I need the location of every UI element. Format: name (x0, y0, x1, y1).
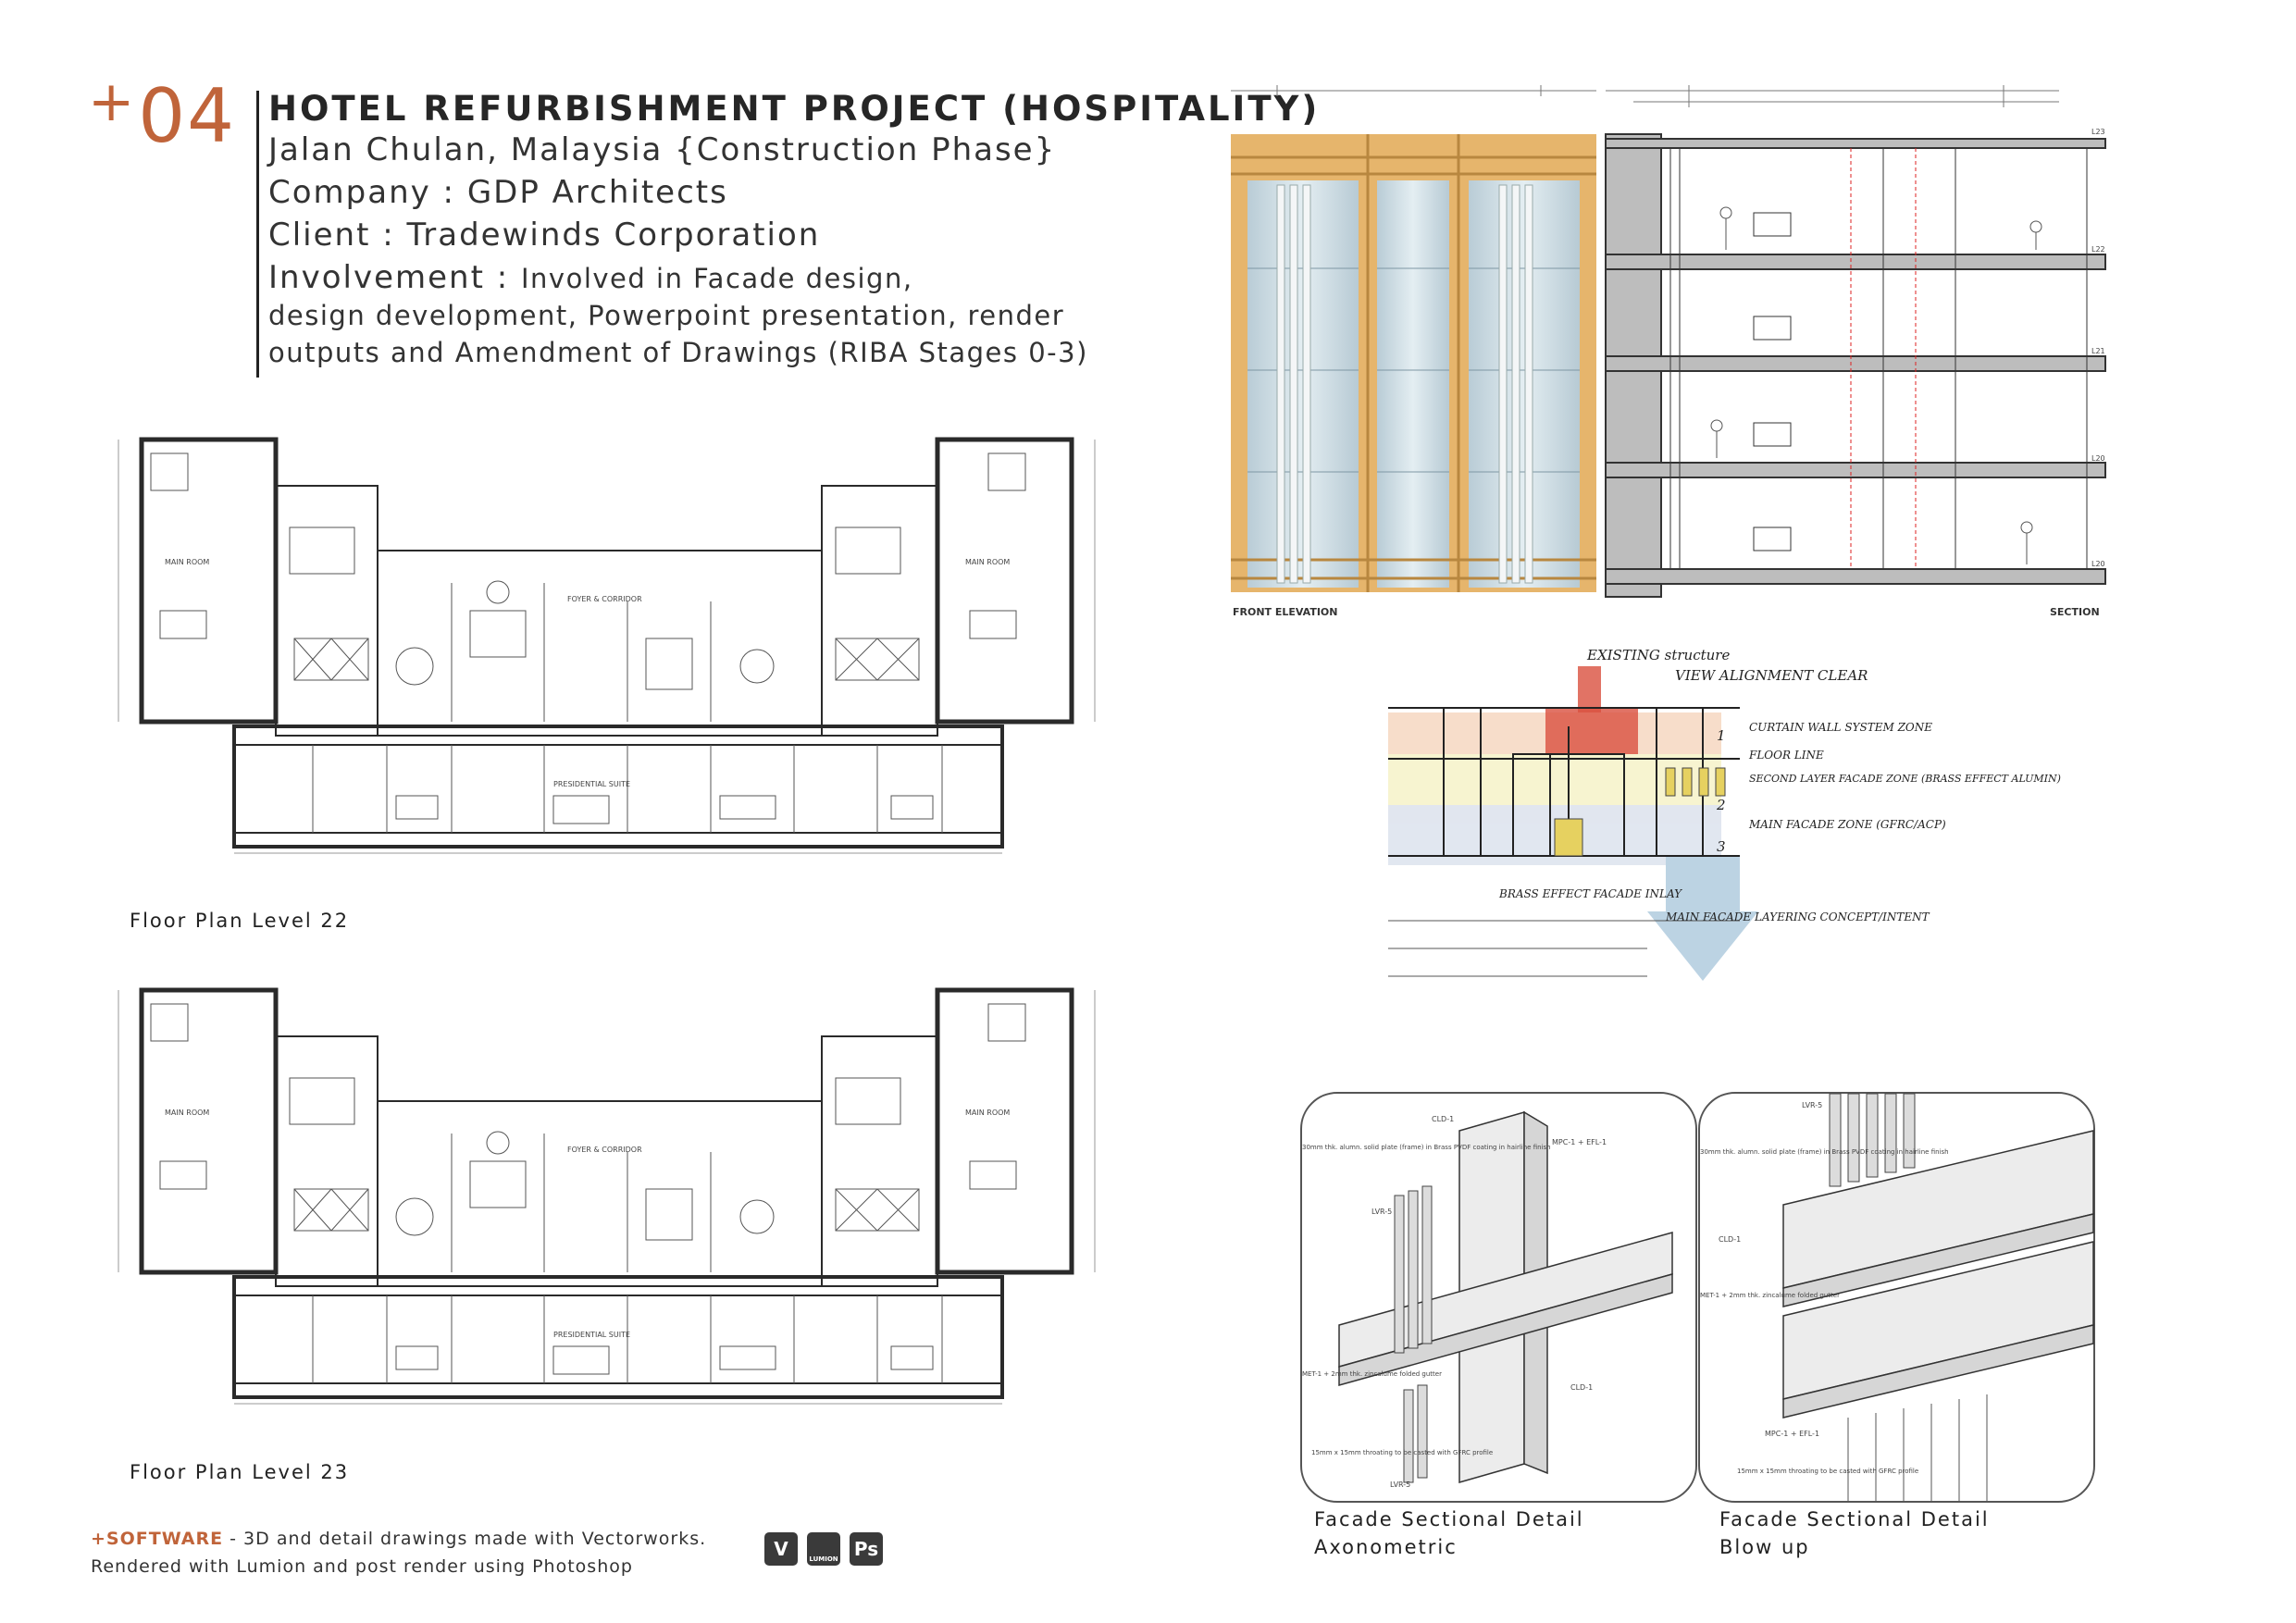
blowup-note-mpc: MPC-1 + EFL-1 (1765, 1430, 1820, 1438)
software-line-2: Rendered with Lumion and post render using Photoshop (91, 1556, 633, 1577)
header-divider (256, 91, 259, 378)
svg-text:MAIN ROOM: MAIN ROOM (965, 1109, 1011, 1117)
sketch-note-view: VIEW ALIGNMENT CLEAR (1675, 667, 1868, 684)
lumion-icon: LUMION (807, 1532, 840, 1566)
axonometric-detail-frame (1300, 1092, 1697, 1503)
svg-text:PRESIDENTIAL SUITE: PRESIDENTIAL SUITE (553, 780, 631, 788)
photoshop-icon: Ps (850, 1532, 883, 1566)
project-title: HOTEL REFURBISHMENT PROJECT (HOSPITALITY) (268, 89, 1321, 129)
software-note (91, 1525, 706, 1580)
project-location: Jalan Chulan, Malaysia {Construction Phase} (268, 131, 1057, 168)
axo-note-cld1: CLD-1 (1432, 1115, 1455, 1123)
front-elevation (1231, 74, 1596, 620)
sketch-note-second: SECOND LAYER FACADE ZONE (BRASS EFFECT ALUMIN) (1749, 773, 2061, 785)
level-label-l21: L21 (2091, 347, 2105, 355)
project-company: Company : GDP Architects (268, 174, 728, 211)
axo-note-lvr5: LVR-5 (1371, 1208, 1393, 1216)
sketch-note-floor: FLOOR LINE (1749, 749, 1824, 762)
sketch-note-curtain: CURTAIN WALL SYSTEM ZONE (1749, 721, 1933, 734)
project-number: +04 (88, 69, 237, 159)
blowup-detail-frame (1698, 1092, 2095, 1503)
axo-caption-1: Facade Sectional Detail (1314, 1508, 1584, 1530)
sketch-note-existing: EXISTING structure (1587, 647, 1731, 663)
svg-text:MAIN ROOM: MAIN ROOM (165, 1109, 210, 1117)
axo-note-mpc: MPC-1 + EFL-1 (1552, 1138, 1607, 1146)
software-line-1: - 3D and detail drawings made with Vectorworks. (223, 1529, 707, 1549)
zone-number-2: 2 (1717, 797, 1726, 813)
svg-text:PRESIDENTIAL SUITE: PRESIDENTIAL SUITE (553, 1331, 631, 1339)
svg-text:MAIN ROOM: MAIN ROOM (165, 558, 210, 566)
sketch-note-main: MAIN FACADE ZONE (GFRC/ACP) (1749, 818, 1946, 831)
level-label-l20a: L20 (2091, 454, 2105, 463)
axo-note-throating: 15mm x 15mm throating to be casted with GFRC profile (1311, 1449, 1494, 1456)
vectorworks-icon: V (764, 1532, 798, 1566)
floor-plan-level-22 (109, 426, 1146, 861)
software-plus-icon: + (91, 1529, 106, 1549)
blowup-note-plate: 30mm thk. alumn. solid plate (frame) in Brass PVDF coating in hairline finish (1700, 1148, 1949, 1156)
blowup-note-lvr5: LVR-5 (1802, 1101, 1823, 1109)
involvement-line-3: outputs and Amendment of Drawings (RIBA Stages 0-3) (268, 337, 1088, 368)
facade-concept-sketch (1388, 643, 2061, 1050)
axo-caption-2: Axonometric (1314, 1536, 1458, 1558)
blowup-note-cld1: CLD-1 (1719, 1235, 1742, 1244)
axo-note-lvr5-b: LVR-5 (1390, 1481, 1411, 1489)
front-elevation-label: FRONT ELEVATION (1233, 606, 1338, 618)
zone-number-3: 3 (1717, 838, 1726, 855)
axo-note-met: MET-1 + 2mm thk. zincalume folded gutter (1302, 1370, 1442, 1378)
floor-plan-22-caption: Floor Plan Level 22 (130, 910, 350, 932)
svg-text:FOYER & CORRIDOR: FOYER & CORRIDOR (567, 1146, 642, 1154)
blowup-note-throating: 15mm x 15mm throating to be casted with GFRC profile (1737, 1468, 1919, 1475)
software-label: SOFTWARE (105, 1529, 224, 1549)
floor-plan-23-caption: Floor Plan Level 23 (130, 1461, 350, 1483)
level-label-l22: L22 (2091, 245, 2105, 254)
blowup-caption-1: Facade Sectional Detail (1719, 1508, 1990, 1530)
axo-note-cld1-b: CLD-1 (1570, 1383, 1594, 1392)
blowup-detail-drawing (1700, 1094, 2093, 1501)
svg-text:FOYER & CORRIDOR: FOYER & CORRIDOR (567, 595, 642, 603)
involvement-line-2: design development, Powerpoint presentation, render (268, 300, 1065, 331)
involvement-text-1: Involved in Facade design, (520, 263, 913, 294)
project-client: Client : Tradewinds Corporation (268, 217, 821, 254)
floor-plan-level-23 (109, 976, 1146, 1411)
sketch-note-brass: BRASS EFFECT FACADE INLAY (1499, 887, 1682, 900)
zone-number-1: 1 (1717, 727, 1726, 744)
level-label-l20b: L20 (2091, 560, 2105, 568)
axo-note-plate: 30mm thk. alumn. solid plate (frame) in Brass PVDF coating in hairline finish (1302, 1144, 1551, 1151)
blowup-note-met: MET-1 + 2mm thk. zincalume folded gutter (1700, 1292, 1840, 1299)
sketch-note-concept: MAIN FACADE LAYERING CONCEPT/INTENT (1666, 911, 1930, 923)
involvement-label: Involvement : (268, 259, 521, 296)
svg-text:MAIN ROOM: MAIN ROOM (965, 558, 1011, 566)
building-section (1606, 74, 2124, 620)
section-label: SECTION (2050, 606, 2100, 618)
involvement-line-1 (268, 259, 913, 296)
axonometric-detail-drawing (1302, 1094, 1695, 1501)
level-label-l23: L23 (2091, 128, 2105, 136)
blowup-caption-2: Blow up (1719, 1536, 1810, 1558)
